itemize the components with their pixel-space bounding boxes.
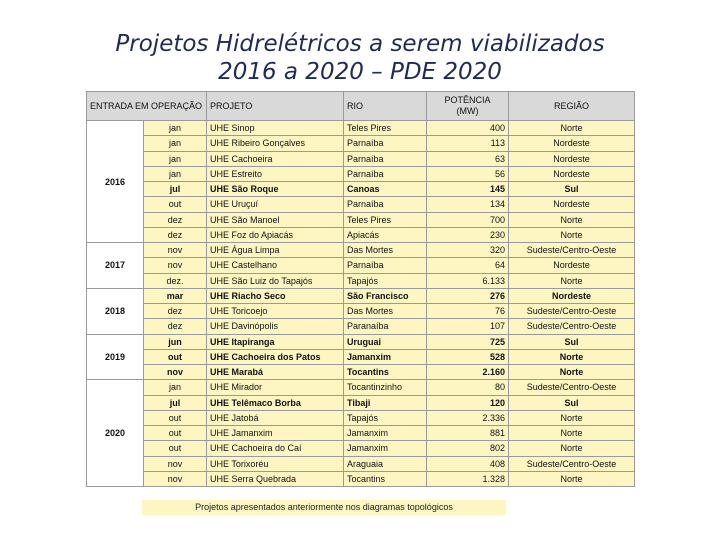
region-cell: Sul <box>509 334 635 349</box>
month-cell: mar <box>144 288 207 303</box>
river-cell: Apiacás <box>344 227 427 242</box>
project-cell: UHE Torixoréu <box>207 456 344 471</box>
project-cell: UHE Jatobá <box>207 410 344 425</box>
table-row <box>87 273 635 288</box>
power-cell: 230 <box>427 227 509 242</box>
river-cell: Parnaíba <box>344 258 427 273</box>
month-cell: jan <box>144 380 207 395</box>
river-cell: Tocantinzinho <box>344 380 427 395</box>
region-cell: Sul <box>509 182 635 197</box>
power-cell: 2.160 <box>427 365 509 380</box>
river-cell: Uruguai <box>344 334 427 349</box>
power-cell: 725 <box>427 334 509 349</box>
river-cell: Teles Pires <box>344 121 427 136</box>
power-cell: 408 <box>427 456 509 471</box>
table-row <box>87 456 635 471</box>
project-cell: UHE Castelhano <box>207 258 344 273</box>
power-cell: 802 <box>427 441 509 456</box>
title-line-2: 2016 a 2020 – PDE 2020 <box>218 59 502 85</box>
power-cell: 400 <box>427 121 509 136</box>
header-entrada: ENTRADA EM OPERAÇÃO <box>87 92 207 121</box>
month-cell: dez. <box>144 273 207 288</box>
power-cell: 700 <box>427 212 509 227</box>
month-cell: out <box>144 197 207 212</box>
table-row <box>87 197 635 212</box>
projects-table <box>86 91 635 487</box>
month-cell: nov <box>144 365 207 380</box>
month-cell: dez <box>144 227 207 242</box>
region-cell: Nordeste <box>509 288 635 303</box>
project-cell: UHE Ribeiro Gonçalves <box>207 136 344 151</box>
project-cell: UHE Cachoeira do Caí <box>207 441 344 456</box>
project-cell: UHE Toricoejo <box>207 304 344 319</box>
project-cell: UHE Foz do Apiacás <box>207 227 344 242</box>
table-row <box>87 334 635 349</box>
river-cell: Das Mortes <box>344 304 427 319</box>
river-cell: Jamanxim <box>344 441 427 456</box>
region-cell: Norte <box>509 410 635 425</box>
region-cell: Sudeste/Centro-Oeste <box>509 304 635 319</box>
month-cell: nov <box>144 456 207 471</box>
river-cell: Araguaia <box>344 456 427 471</box>
power-cell: 113 <box>427 136 509 151</box>
region-cell: Norte <box>509 349 635 364</box>
month-cell: dez <box>144 212 207 227</box>
region-cell: Norte <box>509 441 635 456</box>
year-cell: 2019 <box>87 334 144 380</box>
river-cell: São Francisco <box>344 288 427 303</box>
project-cell: UHE Sinop <box>207 121 344 136</box>
month-cell: jun <box>144 334 207 349</box>
table-row <box>87 136 635 151</box>
river-cell: Parnaíba <box>344 197 427 212</box>
power-cell: 528 <box>427 349 509 364</box>
river-cell: Tapajós <box>344 410 427 425</box>
power-cell: 64 <box>427 258 509 273</box>
table-row <box>87 395 635 410</box>
power-cell: 881 <box>427 426 509 441</box>
table-row <box>87 471 635 486</box>
header-potencia <box>427 92 509 121</box>
river-cell: Parnaíba <box>344 151 427 166</box>
header-regiao: REGIÃO <box>509 92 635 121</box>
project-cell: UHE Mirador <box>207 380 344 395</box>
month-cell: out <box>144 410 207 425</box>
region-cell: Norte <box>509 212 635 227</box>
table-body <box>87 121 635 487</box>
table-row <box>87 365 635 380</box>
power-cell: 120 <box>427 395 509 410</box>
power-cell: 107 <box>427 319 509 334</box>
legend-note: Projetos apresentados anteriormente nos diagramas topológicos <box>142 500 506 515</box>
river-cell: Parnaíba <box>344 136 427 151</box>
year-cell: 2018 <box>87 288 144 334</box>
power-cell: 2.336 <box>427 410 509 425</box>
table-row <box>87 288 635 303</box>
river-cell: Das Mortes <box>344 243 427 258</box>
region-cell: Sudeste/Centro-Oeste <box>509 380 635 395</box>
project-cell: UHE Cachoeira <box>207 151 344 166</box>
table-row <box>87 441 635 456</box>
region-cell: Nordeste <box>509 166 635 181</box>
month-cell: dez <box>144 319 207 334</box>
region-cell: Norte <box>509 426 635 441</box>
month-cell: nov <box>144 258 207 273</box>
header-potencia-unit: (MW) <box>456 106 479 116</box>
month-cell: out <box>144 426 207 441</box>
power-cell: 145 <box>427 182 509 197</box>
table-row <box>87 349 635 364</box>
region-cell: Sudeste/Centro-Oeste <box>509 319 635 334</box>
table-row <box>87 212 635 227</box>
table-row <box>87 227 635 242</box>
year-cell: 2017 <box>87 243 144 289</box>
river-cell: Canoas <box>344 182 427 197</box>
month-cell: out <box>144 349 207 364</box>
table-row <box>87 426 635 441</box>
power-cell: 134 <box>427 197 509 212</box>
region-cell: Norte <box>509 365 635 380</box>
river-cell: Paranaíba <box>344 319 427 334</box>
table-row <box>87 380 635 395</box>
project-cell: UHE Jamanxim <box>207 426 344 441</box>
table-row <box>87 319 635 334</box>
region-cell: Sudeste/Centro-Oeste <box>509 243 635 258</box>
project-cell: UHE Cachoeira dos Patos <box>207 349 344 364</box>
month-cell: jan <box>144 151 207 166</box>
header-projeto: PROJETO <box>207 92 344 121</box>
river-cell: Parnaíba <box>344 166 427 181</box>
region-cell: Nordeste <box>509 151 635 166</box>
month-cell: dez <box>144 304 207 319</box>
region-cell: Nordeste <box>509 258 635 273</box>
month-cell: jul <box>144 395 207 410</box>
project-cell: UHE São Manoel <box>207 212 344 227</box>
region-cell: Sudeste/Centro-Oeste <box>509 456 635 471</box>
region-cell: Norte <box>509 121 635 136</box>
month-cell: jan <box>144 166 207 181</box>
project-cell: UHE Telêmaco Borba <box>207 395 344 410</box>
project-cell: UHE Estreito <box>207 166 344 181</box>
project-cell: UHE Itapiranga <box>207 334 344 349</box>
title-line-1: Projetos Hidrelétricos a serem viabilizados <box>115 31 605 57</box>
table-row <box>87 410 635 425</box>
power-cell: 6.133 <box>427 273 509 288</box>
project-cell: UHE Uruçuí <box>207 197 344 212</box>
river-cell: Teles Pires <box>344 212 427 227</box>
river-cell: Tocantins <box>344 471 427 486</box>
table-row <box>87 166 635 181</box>
table-row <box>87 182 635 197</box>
project-cell: UHE Água Limpa <box>207 243 344 258</box>
project-cell: UHE Serra Quebrada <box>207 471 344 486</box>
project-cell: UHE São Luiz do Tapajós <box>207 273 344 288</box>
month-cell: jul <box>144 182 207 197</box>
page-title <box>0 30 720 86</box>
region-cell: Nordeste <box>509 136 635 151</box>
header-potencia-label: POTÊNCIA <box>444 95 491 105</box>
region-cell: Sul <box>509 395 635 410</box>
project-cell: UHE São Roque <box>207 182 344 197</box>
month-cell: out <box>144 441 207 456</box>
table-row <box>87 304 635 319</box>
table-row <box>87 258 635 273</box>
year-cell: 2016 <box>87 121 144 243</box>
month-cell: jan <box>144 136 207 151</box>
power-cell: 1.328 <box>427 471 509 486</box>
river-cell: Jamanxim <box>344 426 427 441</box>
header-rio: RIO <box>344 92 427 121</box>
month-cell: jan <box>144 121 207 136</box>
month-cell: nov <box>144 471 207 486</box>
river-cell: Tibaji <box>344 395 427 410</box>
region-cell: Nordeste <box>509 197 635 212</box>
year-cell: 2020 <box>87 380 144 487</box>
project-cell: UHE Marabá <box>207 365 344 380</box>
project-cell: UHE Davinópolis <box>207 319 344 334</box>
table-header-row <box>87 92 635 121</box>
region-cell: Norte <box>509 227 635 242</box>
table-row <box>87 121 635 136</box>
table-row <box>87 151 635 166</box>
region-cell: Norte <box>509 471 635 486</box>
table-row <box>87 243 635 258</box>
power-cell: 63 <box>427 151 509 166</box>
power-cell: 56 <box>427 166 509 181</box>
region-cell: Norte <box>509 273 635 288</box>
river-cell: Tocantins <box>344 365 427 380</box>
power-cell: 80 <box>427 380 509 395</box>
month-cell: nov <box>144 243 207 258</box>
power-cell: 320 <box>427 243 509 258</box>
power-cell: 276 <box>427 288 509 303</box>
project-cell: UHE Riacho Seco <box>207 288 344 303</box>
river-cell: Tapajós <box>344 273 427 288</box>
power-cell: 76 <box>427 304 509 319</box>
river-cell: Jamanxim <box>344 349 427 364</box>
